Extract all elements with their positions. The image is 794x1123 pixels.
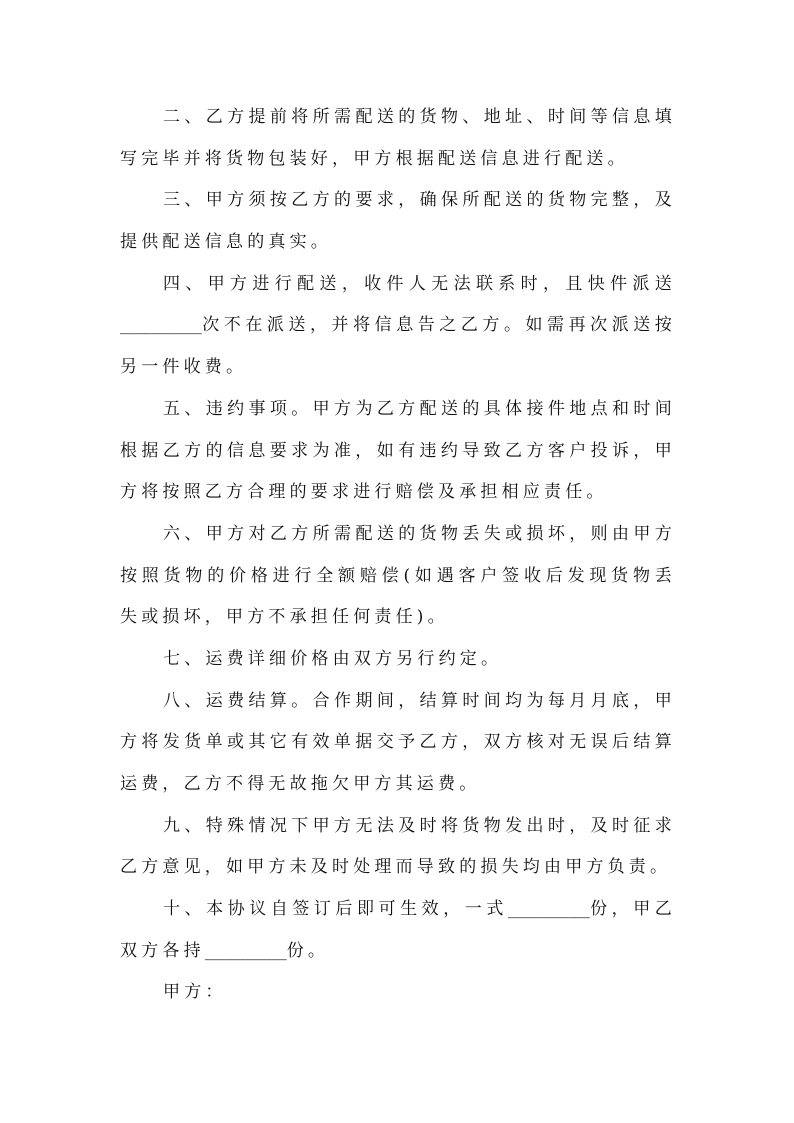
clause-9: [120, 806, 676, 889]
clause-line: 运费，乙方不得无故拖欠甲方其运费。: [120, 774, 481, 794]
clause-line: 七、运费详细价格由双方另行约定。: [163, 648, 503, 669]
clause-line: 失或损坏，甲方不承担任何责任)。: [120, 607, 449, 628]
clause-line: 写完毕并将货物包装好，甲方根据配送信息进行配送。: [120, 148, 629, 169]
clause-line: 九、特殊情况下甲方无法及时将货物发出时，及时征求: [163, 815, 676, 836]
clause-line: 按照货物的价格进行全额赔偿(如遇客户签收后发现货物丢: [120, 565, 676, 586]
party-a-signature-label: 甲方：: [163, 982, 227, 1003]
clause-line: 十、本协议自签订后即可生效，一式________份，甲乙: [163, 899, 676, 920]
clause-line: 五、违约事项。甲方为乙方配送的具体接件地点和时间: [163, 398, 676, 419]
contract-body: [120, 97, 676, 1014]
clause-line: 方将发货单或其它有效单据交予乙方，双方核对无误后结算: [120, 732, 676, 753]
clause-line: 方将按照乙方合理的要求进行赔偿及承担相应责任。: [120, 482, 608, 503]
clause-10: [120, 889, 676, 972]
clause-8: [120, 681, 676, 806]
fill-in-blank: ________: [507, 899, 590, 920]
clause-2: [120, 97, 676, 180]
clause-7: [120, 639, 676, 681]
clause-line: 三、甲方须按乙方的要求，确保所配送的货物完整，及: [163, 190, 676, 211]
clause-4: [120, 264, 676, 389]
clause-line: 四、甲方进行配送，收件人无法联系时，且快件派送: [163, 273, 676, 294]
clause-6: [120, 514, 676, 639]
clause-line: ________次不在派送，并将信息告之乙方。如需再次派送按: [120, 315, 676, 336]
clause-line: 提供配送信息的真实。: [120, 232, 332, 253]
clause-3: [120, 180, 676, 263]
clause-line: 双方各持________份。: [120, 940, 330, 961]
clause-line: 乙方意见，如甲方未及时处理而导致的损失均由甲方负责。: [120, 857, 672, 878]
clause-line: 根据乙方的信息要求为准，如有违约导致乙方客户投诉，甲: [120, 440, 676, 461]
clause-line: 另一件收费。: [120, 357, 248, 378]
fill-in-blank: ________: [204, 940, 287, 961]
clause-line: 六、甲方对乙方所需配送的货物丢失或损坏，则由甲方: [163, 523, 676, 544]
signature-block: [120, 972, 676, 1014]
clause-5: [120, 389, 676, 514]
clause-line: 二、乙方提前将所需配送的货物、地址、时间等信息填: [163, 107, 676, 127]
clause-line: 八、运费结算。合作期间，结算时间均为每月月底，甲: [163, 690, 676, 711]
fill-in-blank: ________: [120, 315, 202, 336]
